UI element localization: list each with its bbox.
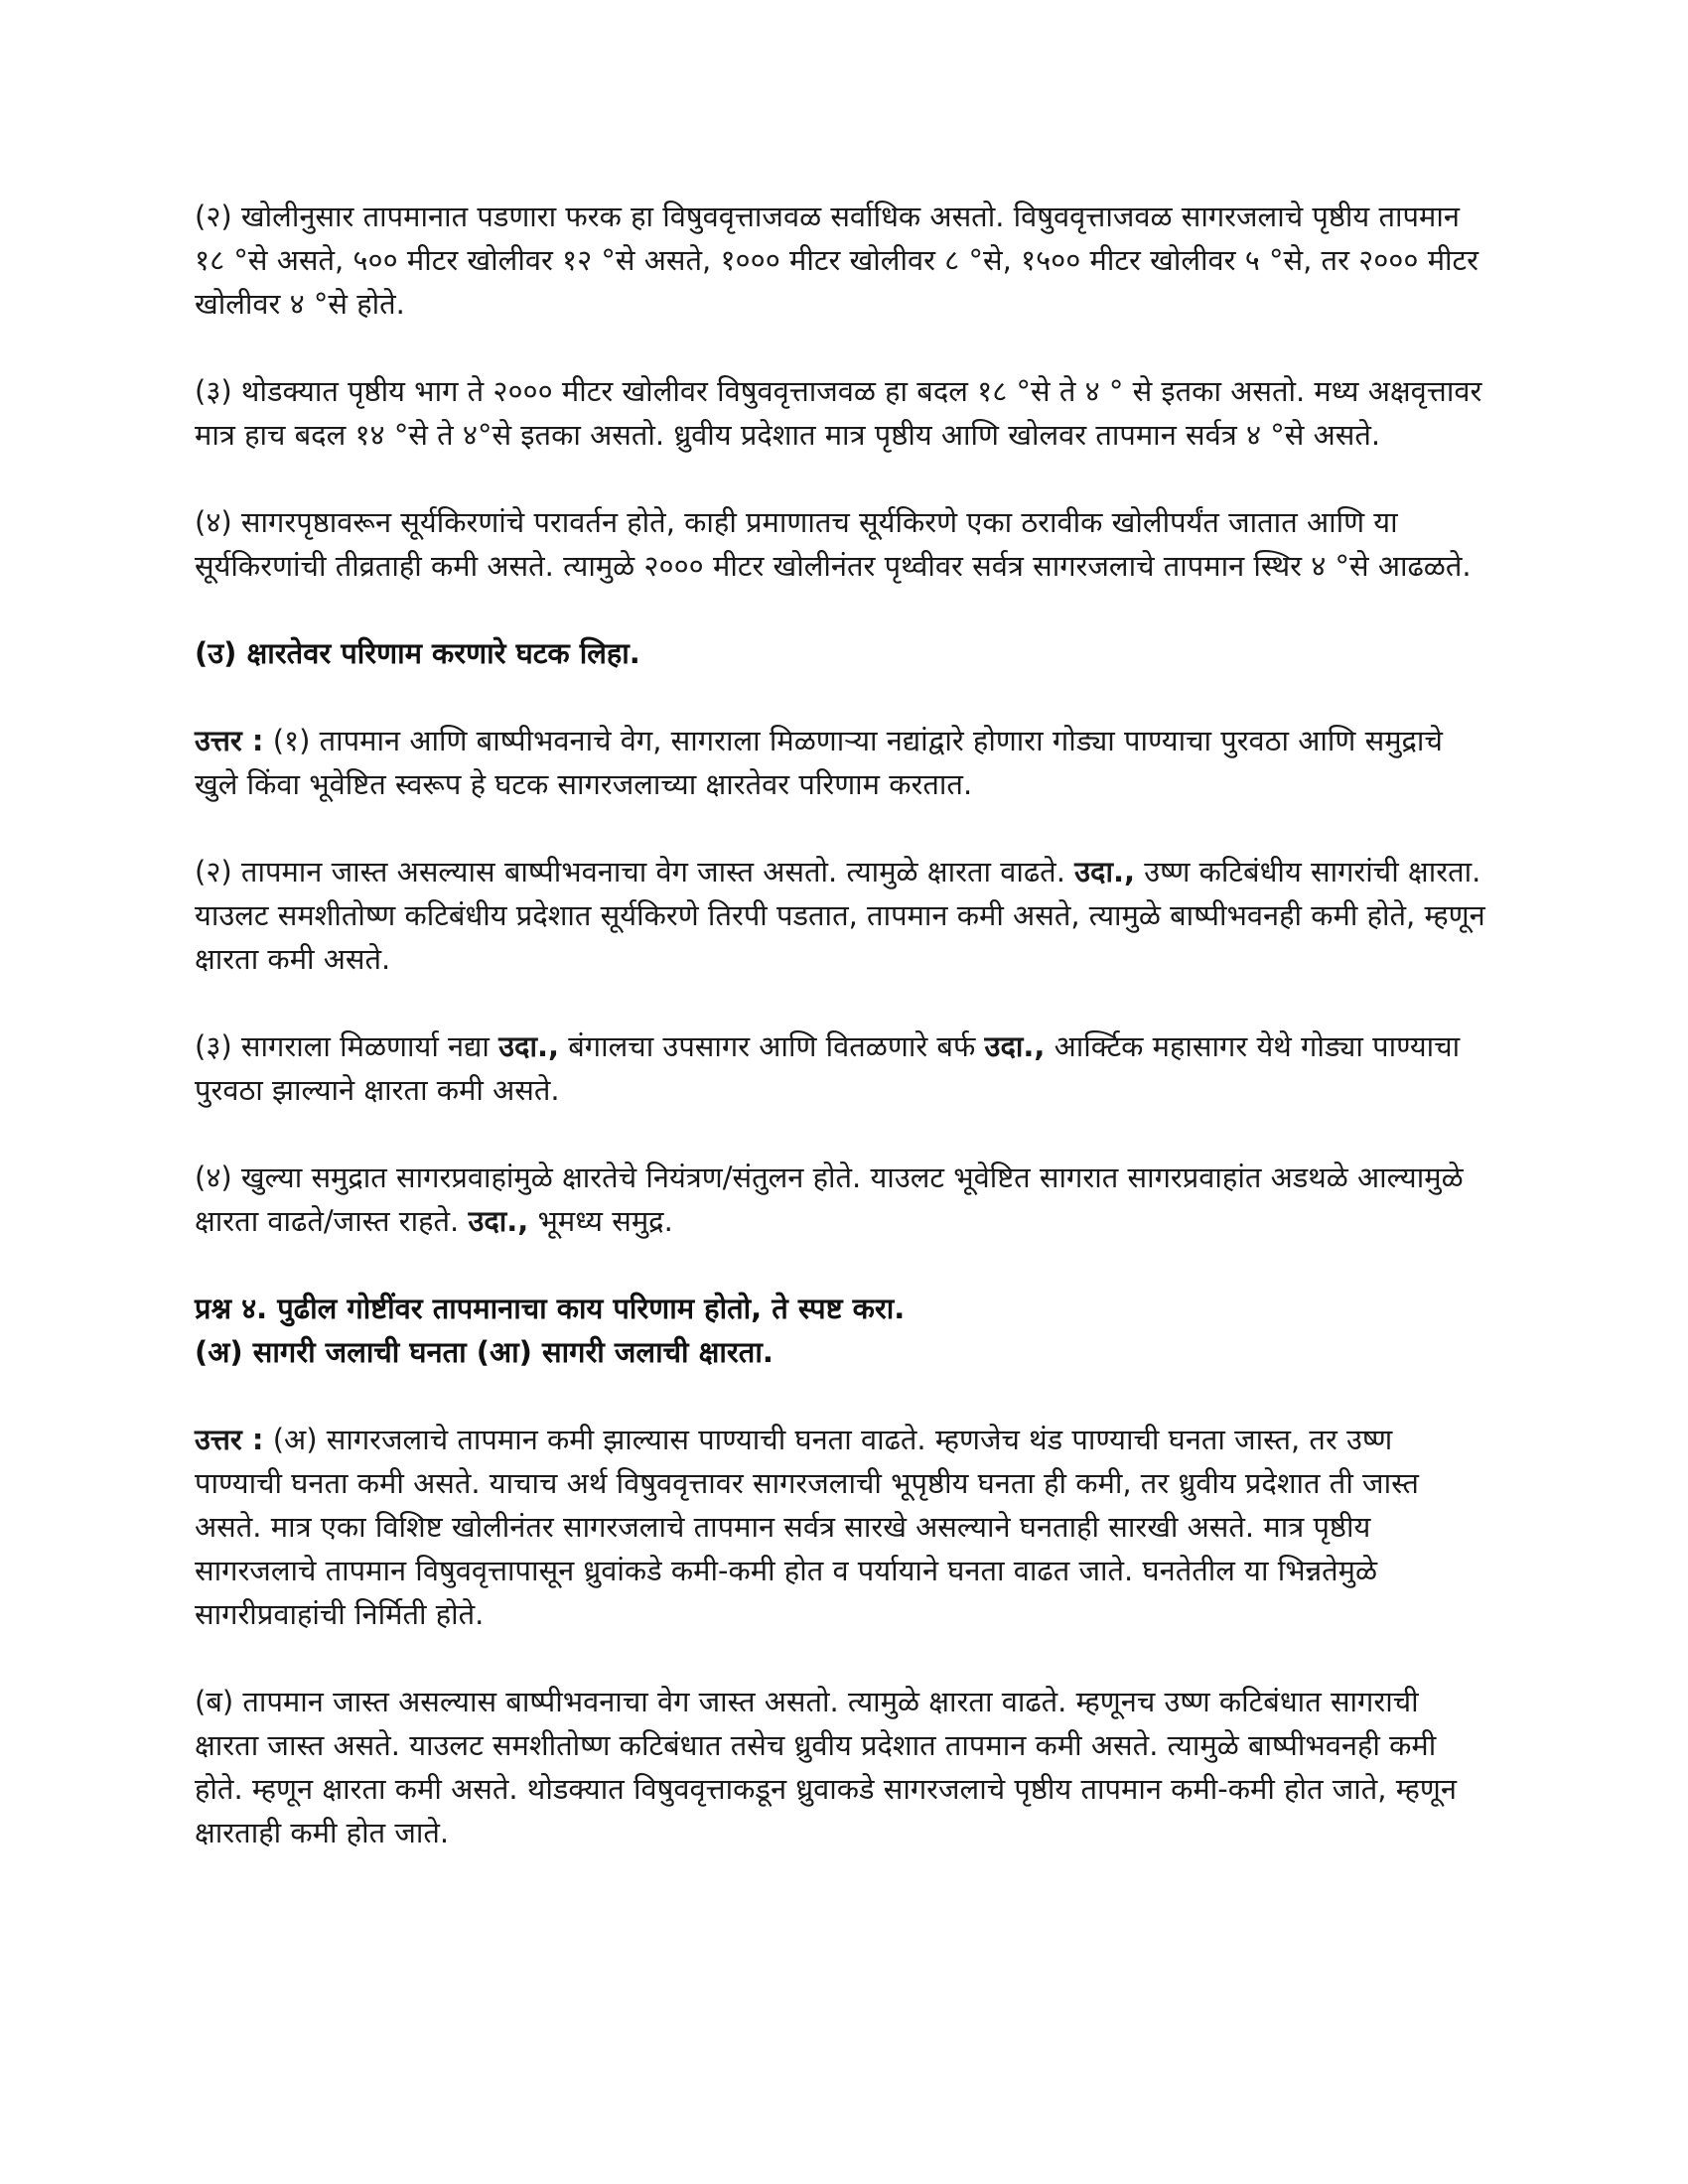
answer-u-text-2b: उष्ण कटिबंधीय सागरांची क्षारता. याउलट समशीतोष्ण कटिबंधीय प्रदेशात सूर्यकिरणे तिरपी पडतात, तापमान कमी असते, त्यामुळे बाष्पीभवनही कमी होते, म्हणून क्षारता कमी असते. [195, 855, 1485, 976]
answer-u-text-3a: (३) सागराला मिळणार्या नद्या [195, 1029, 499, 1063]
answer-u-text-1: (१) तापमान आणि बाष्पीभवनाचे वेग, सागराला मिळणाऱ्या नद्यांद्वारे होणारा गोड्या पाण्याचा पुरवठा आणि समुद्राचे खुले किंवा भूवेष्टित स्वरूप हे घटक सागरजलाच्या क्षारतेवर परिणाम करतात. [195, 724, 1443, 801]
example-label: उदा., [468, 1204, 529, 1238]
question-4-line-2: (अ) सागरी जलाची घनता (आ) सागरी जलाची क्षारता. [195, 1335, 774, 1369]
answer-u-text-2a: (२) तापमान जास्त असल्यास बाष्पीभवनाचा वेग जास्त असतो. त्यामुळे क्षारता वाढते. [195, 855, 1075, 888]
answer-4-paragraph-a [195, 1418, 1485, 1636]
answer-u-paragraph-4 [195, 1156, 1485, 1243]
answer-u-paragraph-2 [195, 850, 1485, 981]
answer-u-text-3c: आर्क्टिक महासागर येथे गोड्या पाण्याचा पुरवठा झाल्याने क्षारता कमी असते. [195, 1029, 1461, 1107]
answer-u-paragraph-3 [195, 1024, 1485, 1112]
answer-label: उत्तर : [195, 1423, 264, 1456]
example-label: उदा., [498, 1029, 559, 1063]
answer-label: उत्तर : [195, 724, 264, 757]
example-label: उदा., [1074, 855, 1135, 888]
question-heading-4 [195, 1287, 1485, 1374]
answer-u-text-4b: भूमध्य समुद्र. [528, 1204, 673, 1238]
example-label: उदा., [984, 1029, 1046, 1063]
question-4-line-1: प्रश्न ४. पुढील गोष्टींवर तापमानाचा काय परिणाम होतो, ते स्पष्ट करा. [195, 1292, 906, 1325]
answer-4-text-a: (अ) सागरजलाचे तापमान कमी झाल्यास पाण्याची घनता वाढते. म्हणजेच थंड पाण्याची घनता जास्त, तर उष्ण पाण्याची घनता कमी असते. याचाच अर्थ विषुववृत्तावर सागरजलाची भूपृष्ठीय घनता ही कमी, तर ध्रुवीय प्रदेशात ती जास्त असते. मात्र एका विशिष्ट खोलीनंतर सागरजलाचे तापमान सर्वत्र सारखे असल्याने घनताही सारखी असते. मात्र पृष्ठीय सागरजलाचे तापमान विषुववृत्तापासून ध्रुवांकडे कमी-कमी होत व पर्यायाने घनता वाढत जाते. घनतेतील या भिन्नतेमुळे सागरीप्रवाहांची निर्मिती होते. [195, 1423, 1419, 1631]
answer-4-paragraph-b: (ब) तापमान जास्त असल्यास बाष्पीभवनाचा वेग जास्त असतो. त्यामुळे क्षारता वाढते. म्हणूनच उष्ण कटिबंधात सागराची क्षारता जास्त असते. याउलट समशीतोष्ण कटिबंधात तसेच ध्रुवीय प्रदेशात तापमान कमी असते. त्यामुळे बाष्पीभवनही कमी होते. म्हणून क्षारता कमी असते. थोडक्यात विषुववृत्ताकडून ध्रुवाकडे सागरजलाचे पृष्ठीय तापमान कमी-कमी होत जाते, म्हणून क्षारताही कमी होत जाते. [195, 1685, 1457, 1849]
document-page [195, 195, 1485, 1898]
answer-u-text-4a: (४) खुल्या समुद्रात सागरप्रवाहांमुळे क्षारतेचे नियंत्रण/संतुलन होते. याउलट भूवेष्टित सागरात सागरप्रवाहांत अडथळे आल्यामुळे क्षारता वाढते/जास्त राहते. [195, 1160, 1464, 1238]
question-heading-u: (उ) क्षारतेवर परिणाम करणारे घटक लिहा. [195, 636, 640, 670]
paragraph-temp-depth-3: (३) थोडक्यात पृष्ठीय भाग ते २००० मीटर खोलीवर विषुववृत्ताजवळ हा बदल १८ °से ते ४ ° से इतका असतो. मध्य अक्षवृत्तावर मात्र हाच बदल १४ °से ते ४°से इतका असतो. ध्रुवीय प्रदेशात मात्र पृष्ठीय आणि खोलवर तापमान सर्वत्र ४ °से असते. [195, 374, 1482, 452]
answer-u-paragraph-1 [195, 719, 1485, 806]
answer-u-text-3b: बंगालचा उपसागर आणि वितळणारे बर्फ [559, 1029, 985, 1063]
paragraph-temp-depth-2: (२) खोलीनुसार तापमानात पडणारा फरक हा विषुववृत्ताजवळ सर्वाधिक असतो. विषुववृत्ताजवळ सागरजलाचे पृष्ठीय तापमान १८ °से असते, ५०० मीटर खोलीवर १२ °से असते, १००० मीटर खोलीवर ८ °से, १५०० मीटर खोलीवर ५ °से, तर २००० मीटर खोलीवर ४ °से होते. [195, 200, 1479, 321]
paragraph-temp-depth-4: (४) सागरपृष्ठावरून सूर्यकिरणांचे परावर्तन होते, काही प्रमाणातच सूर्यकिरणे एका ठरावीक खोलीपर्यंत जातात आणि या सूर्यकिरणांची तीव्रताही कमी असते. त्यामुळे २००० मीटर खोलीनंतर पृथ्वीवर सर्वत्र सागरजलाचे तापमान स्थिर ४ °से आढळते. [195, 505, 1472, 583]
